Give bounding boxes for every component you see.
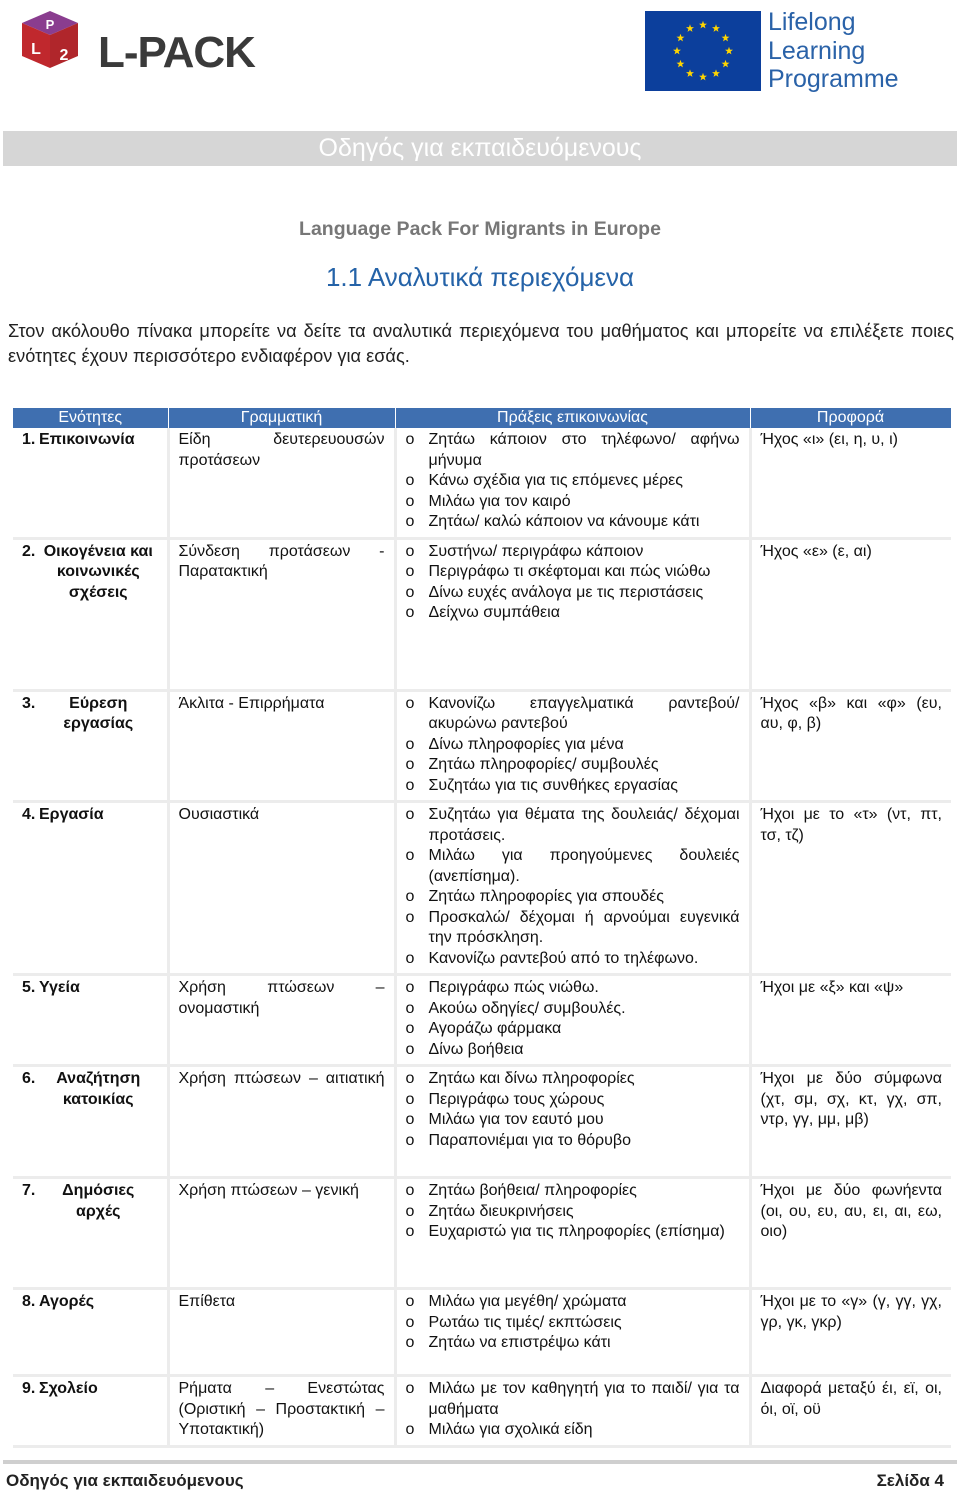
list-item: o Μιλάω για τον εαυτό μου — [406, 1110, 740, 1131]
contents-table — [13, 408, 952, 1448]
pronunciation-cell: Διαφορά μεταξύ έι, εϊ, οι, όι, οϊ, οϋ — [760, 1380, 942, 1418]
grammar-cell: Χρήση πτώσεων – γενική — [168, 1178, 395, 1289]
unit-cell — [13, 1289, 168, 1376]
unit-title — [22, 805, 158, 826]
table-row — [13, 1178, 951, 1289]
communication-cell — [395, 1066, 750, 1178]
document-subtitle: Language Pack For Migrants in Europe — [299, 218, 661, 240]
communication-list — [406, 805, 740, 969]
table-row — [13, 428, 951, 538]
grammar-cell: Σύνδεση προτάσεων - Παρατακτική — [168, 538, 395, 690]
unit-title — [22, 1379, 158, 1400]
footer-title: Οδηγός για εκπαιδευόμενους — [6, 1471, 244, 1490]
unit-number: 1. — [22, 431, 36, 448]
section-heading: 1.1 Αναλυτικά περιεχόμενα — [325, 262, 635, 292]
unit-cell — [13, 428, 168, 538]
unit-title — [22, 542, 158, 604]
unit-title — [22, 694, 158, 735]
communication-cell — [395, 690, 750, 802]
list-item: o Κανονίζω επαγγελματικά ραντεβού/ ακυρώνω ραντεβού — [406, 694, 740, 735]
lpack-logo — [12, 8, 272, 88]
list-item: o Ακούω οδηγίες/ συμβουλές. — [406, 999, 740, 1020]
unit-title — [22, 430, 158, 451]
grammar-cell: Ουσιαστικά — [168, 802, 395, 975]
list-item: o Μιλάω με τον καθηγητή για το παιδί/ για τα μαθήματα — [406, 1379, 740, 1420]
eu-flag-icon — [645, 11, 761, 91]
unit-cell — [13, 802, 168, 975]
list-item: o Ζητάω διευκρινήσεις — [406, 1202, 740, 1223]
list-item: o Μιλάω για τον καιρό — [406, 492, 740, 513]
unit-cell — [13, 1066, 168, 1178]
table-row — [13, 802, 951, 975]
grammar-cell: Επίθετα — [168, 1289, 395, 1376]
intro-paragraph: Στον ακόλουθο πίνακα μπορείτε να δείτε τα αναλυτικά περιεχόμενα του μαθήματος και μπορείτε να επιλέξετε ποιες ενότητες έχουν περισσότερο ενδιαφέρον για εσάς. — [8, 321, 954, 366]
unit-cell — [13, 1376, 168, 1447]
communication-list — [406, 1379, 740, 1441]
lpack-logo-text: L-PACK — [98, 28, 255, 77]
communication-list — [406, 978, 740, 1060]
communication-list — [406, 1181, 740, 1243]
communication-list — [406, 1292, 740, 1354]
communication-list — [406, 542, 740, 624]
llp-line-1: Lifelong — [768, 8, 856, 36]
grammar-cell: Χρήση πτώσεων – αιτιατική — [168, 1066, 395, 1178]
lpack-cube-icon — [12, 8, 92, 88]
communication-list — [406, 1069, 740, 1151]
logo-letter-p: P — [45, 17, 55, 32]
table-row — [13, 975, 951, 1066]
list-item: o Δείχνω συμπάθεια — [406, 603, 740, 624]
document-title: Οδηγός για εκπαιδευόμενους — [318, 134, 642, 162]
communication-cell — [395, 1376, 750, 1447]
communication-cell — [395, 538, 750, 690]
list-item: o Συζητάω για τις συνθήκες εργασίας — [406, 776, 740, 797]
unit-number: 7. — [22, 1182, 36, 1199]
list-item: o Ευχαριστώ για τις πληροφορίες (επίσημα) — [406, 1222, 740, 1243]
footer-divider — [3, 1460, 957, 1464]
unit-name: Επικοινωνία — [39, 431, 135, 448]
list-item: o Δίνω πληροφορίες για μένα — [406, 735, 740, 756]
table-row — [13, 1289, 951, 1376]
list-item: o Ζητάω βοήθεια/ πληροφορίες — [406, 1181, 740, 1202]
table-row — [13, 1066, 951, 1178]
table-row — [13, 538, 951, 690]
list-item: o Ρωτάω τις τιμές/ εκπτώσεις — [406, 1313, 740, 1334]
unit-name: Αναζήτηση κατοικίας — [56, 1070, 141, 1108]
grammar-cell: Άκλιτα - Επιρρήματα — [168, 690, 395, 802]
unit-name: Σχολείο — [39, 1380, 98, 1397]
unit-number: 9. — [22, 1380, 36, 1397]
pronunciation-cell: Ήχοι με «ξ» και «ψ» — [760, 979, 904, 996]
list-item: o Περιγράφω πώς νιώθω. — [406, 978, 740, 999]
unit-cell — [13, 975, 168, 1066]
llp-text — [768, 8, 899, 94]
grammar-cell: Ρήματα – Ενεστώτας (Οριστική – Προστακτική – Υποτακτική) — [168, 1376, 395, 1447]
unit-cell — [13, 1178, 168, 1289]
list-item: o Συζητάω για θέματα της δουλειάς/ δέχομαι προτάσεις. — [406, 805, 740, 846]
unit-name: Αγορές — [39, 1293, 95, 1310]
unit-number: 4. — [22, 806, 36, 823]
list-item: o Ζητάω και δίνω πληροφορίες — [406, 1069, 740, 1090]
list-item: o Προσκαλώ/ δέχομαι ή αρνούμαι ευγενικά την πρόσκληση. — [406, 908, 740, 949]
unit-name: Υγεία — [39, 979, 80, 996]
list-item: o Μιλάω για προηγούμενες δουλειές (ανεπίσημα). — [406, 846, 740, 887]
table-row — [13, 1376, 951, 1447]
unit-number: 2. — [22, 542, 36, 560]
unit-title — [22, 978, 158, 999]
list-item: o Δίνω βοήθεια — [406, 1040, 740, 1061]
pronunciation-cell: Ήχοι με δύο φωνήεντα (οι, ου, ευ, αυ, ει, αι, εω, οιο) — [760, 1182, 942, 1240]
header-grammar: Γραμματική — [168, 408, 395, 428]
communication-cell — [395, 1178, 750, 1289]
header-pronunciation: Προφορά — [750, 408, 951, 428]
communication-cell — [395, 975, 750, 1066]
pronunciation-cell: Ήχοι με το «γ» (γ, γγ, γχ, γρ, γκ, γκρ) — [760, 1293, 942, 1331]
lifelong-learning-logo — [640, 6, 930, 102]
communication-cell — [395, 802, 750, 975]
list-item: o Μιλάω για μεγέθη/ χρώματα — [406, 1292, 740, 1313]
list-item: o Ζητάω/ καλώ κάποιον να κάνουμε κάτι — [406, 512, 740, 533]
logo-letter-2: 2 — [59, 47, 69, 64]
list-item: o Συστήνω/ περιγράφω κάποιον — [406, 542, 740, 563]
pronunciation-cell: Ήχοι με δύο σύμφωνα (χτ, σμ, σχ, κτ, γχ, σπ, ντρ, γγ, μμ, μβ) — [760, 1070, 942, 1128]
grammar-cell: Είδη δευτερευουσών προτάσεων — [168, 428, 395, 538]
unit-name: Οικογένεια και κοινωνικές σχέσεις — [43, 542, 153, 601]
unit-number: 6. — [22, 1070, 36, 1087]
unit-name: Εργασία — [39, 806, 104, 823]
list-item: o Ζητάω κάποιον στο τηλέφωνο/ αφήνω μήνυμα — [406, 430, 740, 471]
pronunciation-cell: Ήχος «ε» (ε, αι) — [760, 542, 872, 560]
list-item: o Περιγράφω τι σκέφτομαι και πώς νιώθω — [406, 562, 740, 583]
pronunciation-cell: Ήχος «β» και «φ» (ευ, αυ, φ, β) — [760, 694, 942, 732]
unit-number: 5. — [22, 979, 36, 996]
unit-name: Δημόσιες αρχές — [62, 1182, 135, 1220]
list-item: o Περιγράφω τους χώρους — [406, 1090, 740, 1111]
unit-name: Εύρεση εργασίας — [63, 694, 134, 732]
unit-cell — [13, 538, 168, 690]
document-title-bar — [3, 131, 957, 166]
list-item: o Αγοράζω φάρμακα — [406, 1019, 740, 1040]
list-item: o Παραπονιέμαι για το θόρυβο — [406, 1131, 740, 1152]
list-item: o Ζητάω πληροφορίες για σπουδές — [406, 887, 740, 908]
header-communication: Πράξεις επικοινωνίας — [395, 408, 750, 428]
table-header-row — [13, 408, 951, 428]
table-row — [13, 690, 951, 802]
communication-list — [406, 430, 740, 533]
list-item: o Δίνω ευχές ανάλογα με τις περιστάσεις — [406, 583, 740, 604]
table-body — [13, 428, 951, 1446]
header-units: Ενότητες — [13, 408, 168, 428]
page-number: Σελίδα 4 — [876, 1471, 944, 1490]
communication-cell — [395, 1289, 750, 1376]
unit-number: 8. — [22, 1293, 36, 1310]
unit-title — [22, 1069, 158, 1110]
llp-line-2: Learning — [768, 36, 866, 65]
communication-cell — [395, 428, 750, 538]
unit-title — [22, 1292, 158, 1313]
unit-number: 3. — [22, 694, 36, 712]
list-item: o Κανονίζω ραντεβού από το τηλέφωνο. — [406, 949, 740, 970]
list-item: o Ζητάω να επιστρέψω κάτι — [406, 1333, 740, 1354]
grammar-cell: Χρήση πτώσεων – ονομαστική — [168, 975, 395, 1066]
list-item: o Ζητάω πληροφορίες/ συμβουλές — [406, 755, 740, 776]
communication-list — [406, 694, 740, 797]
pronunciation-cell: Ήχοι με το «τ» (ντ, πτ, τσ, τζ) — [760, 806, 942, 844]
llp-line-3: Programme — [768, 65, 899, 93]
logo-letter-l: L — [31, 41, 41, 58]
list-item: o Μιλάω για σχολικά είδη — [406, 1420, 740, 1441]
unit-cell — [13, 690, 168, 802]
unit-title — [22, 1181, 158, 1222]
pronunciation-cell: Ήχος «ι» (ει, η, υ, ι) — [760, 431, 898, 448]
list-item: o Κάνω σχέδια για τις επόμενες μέρες — [406, 471, 740, 492]
